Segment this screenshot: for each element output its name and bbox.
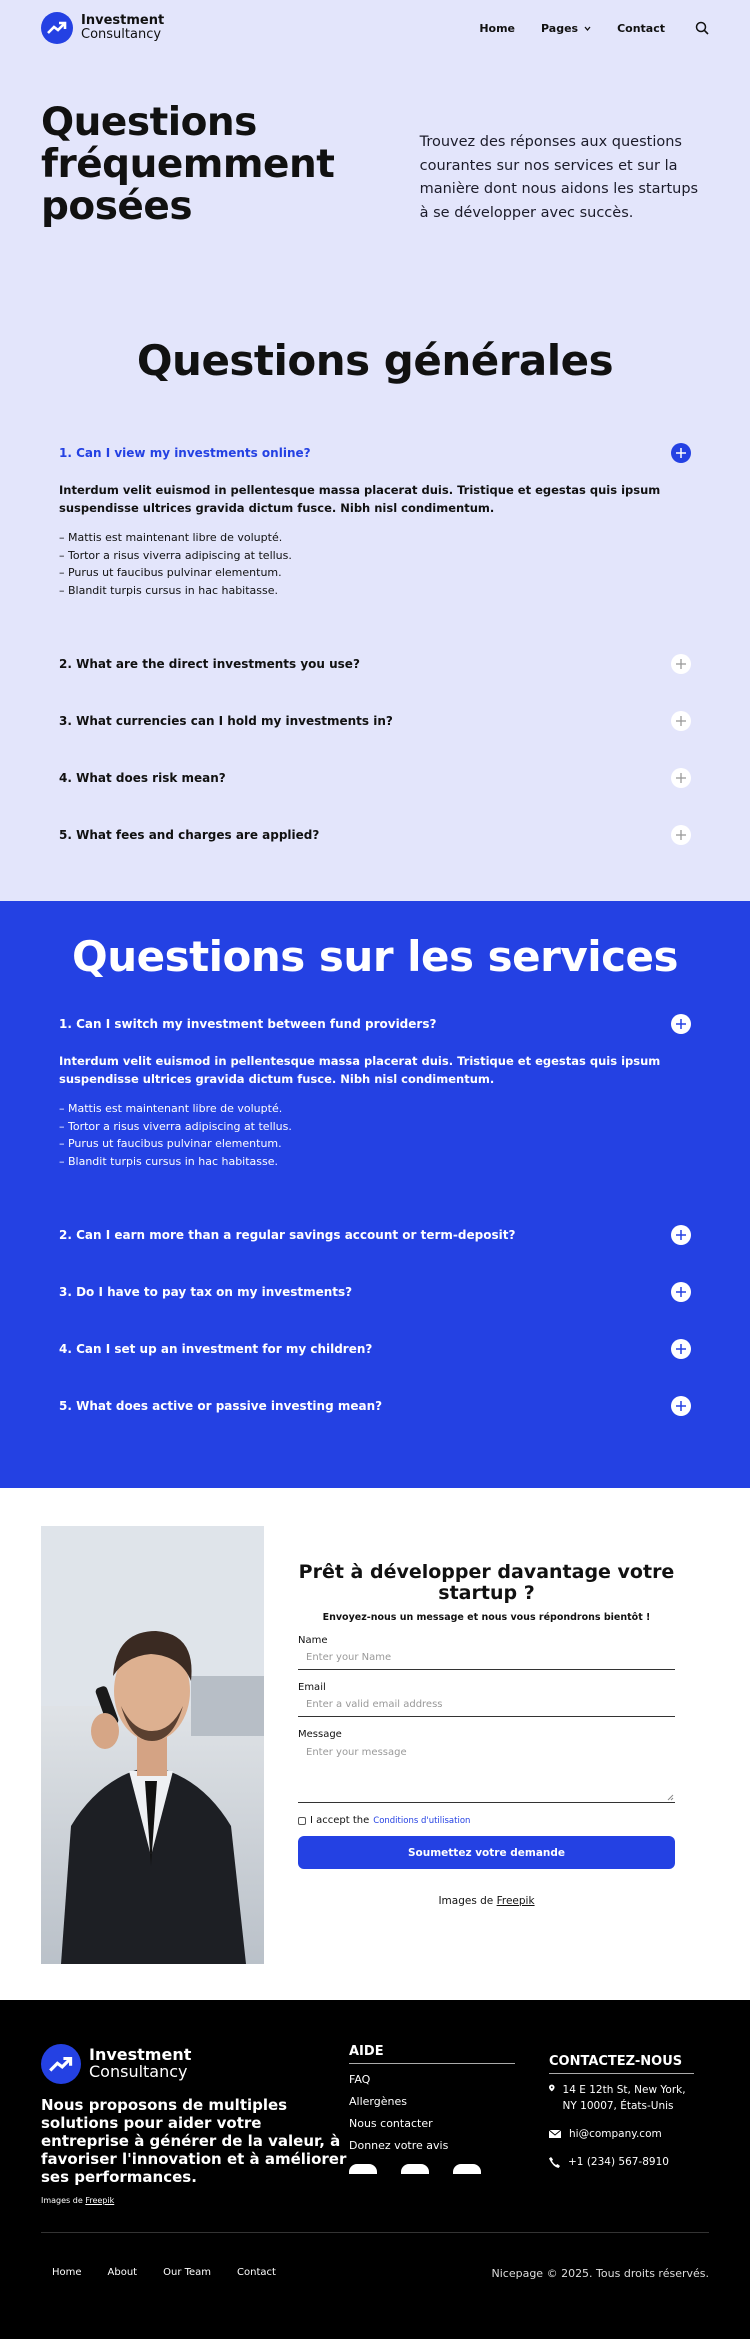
answer-item: – Tortor a risus viverra adipiscing at tellus. [59,548,292,562]
plus-icon[interactable] [671,1282,691,1302]
help-link-contact[interactable]: Nous contacter [349,2117,433,2130]
x-icon[interactable] [401,2164,429,2174]
faq-question: 5. What fees and charges are applied? [59,827,320,842]
answer-item: – Mattis est maintenant libre de volupté. [59,1102,283,1115]
faq-item-services-4[interactable] [59,1320,691,1377]
terms-link[interactable]: Conditions d'utilisation [373,1815,471,1826]
email-label: Email [298,1682,326,1693]
faq-item-general-2[interactable] [59,635,691,692]
answer-lead: Interdum velit euismod in pellentesque massa placerat duis. Tristique et egestas quis ipsum suspendisse ultrices gravida dictum fusce. Nibh nisl condimentum. [59,483,661,515]
faq-item-general-3[interactable] [59,692,691,749]
plus-icon[interactable] [671,443,691,463]
facebook-icon[interactable] [349,2164,377,2174]
page-title: Questions fréquemment posées [41,100,335,229]
plus-icon[interactable] [671,1339,691,1359]
faq-item-general-1[interactable] [59,424,691,481]
answer-list [59,1100,691,1170]
general-title: Questions générales [136,336,614,385]
submit-button[interactable]: Soumettez votre demande [298,1836,675,1869]
terms-checkbox[interactable] [298,1817,306,1825]
answer-lead: Interdum velit euismod in pellentesque massa placerat duis. Tristique et egestas quis ipsum suspendisse ultrices gravida dictum fusce. Nibh nisl condimentum. [59,1054,661,1086]
freepik-link[interactable]: Freepik [496,1895,535,1907]
location-pin-icon [549,2082,555,2094]
faq-question: 3. Do I have to pay tax on my investments? [59,1284,353,1299]
logo-line1: Investment [81,13,165,29]
logo-chart-icon [41,2044,81,2084]
answer-item: – Tortor a risus viverra adipiscing at tellus. [59,1119,292,1133]
main-nav [479,22,665,35]
answer-list [59,529,691,599]
social-icons [349,2164,515,2174]
faq-item-services-3[interactable] [59,1263,691,1320]
help-title: AIDE [349,2044,515,2064]
hero-description: Trouvez des réponses aux questions courantes sur nos services et sur la manière dont nous aidons les startups à se développer avec succès. [419,134,699,221]
faq-item-services-2[interactable] [59,1206,691,1263]
contact-column-title: CONTACTEZ-NOUS [549,2054,694,2074]
faq-question: 3. What currencies can I hold my investments in? [59,713,393,728]
faq-question: 1. Can I switch my investment between fund providers? [59,1016,437,1031]
faq-answer [59,1052,691,1188]
general-questions [0,310,750,901]
faq-item-services-5[interactable] [59,1377,691,1434]
footer-freepik-link[interactable]: Freepik [85,2196,115,2205]
resize-handle-icon[interactable] [667,1794,674,1801]
contact-subtitle: Envoyez-nous un message et nous vous répondrons bientôt ! [322,1612,651,1623]
footer-logo-line1: Investment [89,2045,192,2065]
footer-link-about[interactable]: About [107,2267,138,2278]
answer-item: – Mattis est maintenant libre de volupté. [59,531,283,544]
help-link-allergens[interactable]: Allergènes [349,2095,407,2108]
faq-question: 4. Can I set up an investment for my children? [59,1341,373,1356]
businessman-photo [41,1526,264,1964]
logo[interactable] [41,12,164,44]
name-field[interactable]: Enter your Name [298,1646,675,1670]
plus-icon[interactable] [671,1225,691,1245]
faq-answer [59,481,691,617]
services-title: Questions sur les services [71,932,679,981]
footer-bottom [52,2267,709,2280]
footer-logo-line2: Consultancy [89,2062,188,2081]
envelope-icon [549,2129,561,2139]
credit-prefix: Images de [438,1895,494,1907]
service-questions [0,901,750,1488]
answer-item: – Blandit turpis cursus in hac habitasse. [59,1154,279,1168]
footer-image-credit [41,2196,347,2205]
site-header [0,0,750,56]
email-field[interactable]: Enter a valid email address [298,1693,675,1717]
youtube-icon[interactable] [453,2164,481,2174]
copyright: Nicepage © 2025. Tous droits réservés. [491,2267,709,2280]
faq-question: 4. What does risk mean? [59,770,226,785]
logo-chart-icon [41,12,73,44]
help-column [349,2044,515,2205]
terms-row [298,1815,675,1826]
nav-home[interactable]: Home [479,21,515,35]
plus-icon[interactable] [671,768,691,788]
top-section [0,0,750,901]
name-label: Name [298,1635,328,1646]
email-text[interactable]: hi@company.com [569,2128,662,2140]
email-row [549,2126,694,2142]
faq-item-general-4[interactable] [59,749,691,806]
footer-link-contact[interactable]: Contact [237,2267,276,2278]
help-link-feedback[interactable]: Donnez votre avis [349,2139,449,2152]
message-label: Message [298,1729,342,1740]
address-text: 14 E 12th St, New York, NY 10007, États-Unis [562,2084,686,2112]
answer-item: – Purus ut faucibus pulvinar elementum. [59,1137,282,1150]
phone-icon [549,2157,560,2168]
footer-logo[interactable] [41,2044,347,2084]
plus-icon[interactable] [671,1014,691,1034]
answer-item: – Purus ut faucibus pulvinar elementum. [59,566,282,579]
footer-tagline: Nous proposons de multiples solutions pour aider votre entreprise à générer de la valeur, à favoriser l'innovation et à améliorer ses performances. [41,2096,347,2186]
nav-contact[interactable]: Contact [617,21,665,35]
logo-line2: Consultancy [81,27,162,42]
contact-title: Prêt à développer davantage votre startup ? [298,1561,675,1604]
faq-item-services-1[interactable] [59,995,691,1052]
nav-pages[interactable] [541,22,591,35]
image-credit [298,1895,675,1907]
faq-item-general-5[interactable] [59,806,691,863]
faq-question: 2. Can I earn more than a regular savings account or term-deposit? [59,1227,516,1242]
nav-pages-label: Pages [541,21,579,35]
chevron-down-icon [584,26,591,31]
contact-column [549,2054,694,2205]
message-field[interactable] [298,1740,675,1803]
contact-form [298,1526,675,2000]
plus-icon[interactable] [671,1396,691,1416]
message-placeholder: Enter your message [306,1747,407,1758]
footer-divider [41,2232,709,2233]
site-footer [0,2000,750,2339]
accept-text: I accept the [310,1815,370,1826]
phone-text[interactable]: +1 (234) 567-8910 [568,2156,669,2168]
address-row [549,2082,694,2114]
plus-icon[interactable] [671,654,691,674]
footer-link-home[interactable]: Home [52,2267,82,2278]
phone-row [549,2154,694,2170]
hero [0,56,750,310]
faq-question: 1. Can I view my investments online? [59,445,311,460]
answer-item: – Blandit turpis cursus in hac habitasse. [59,583,279,597]
help-link-faq[interactable]: FAQ [349,2073,371,2086]
plus-icon[interactable] [671,825,691,845]
footer-link-team[interactable]: Our Team [163,2267,212,2278]
faq-question: 5. What does active or passive investing mean? [59,1398,383,1413]
faq-question: 2. What are the direct investments you use? [59,656,360,671]
search-icon[interactable] [695,21,709,35]
plus-icon[interactable] [671,711,691,731]
footer-credit-prefix: Images de [41,2196,83,2205]
contact-section [0,1488,750,2000]
